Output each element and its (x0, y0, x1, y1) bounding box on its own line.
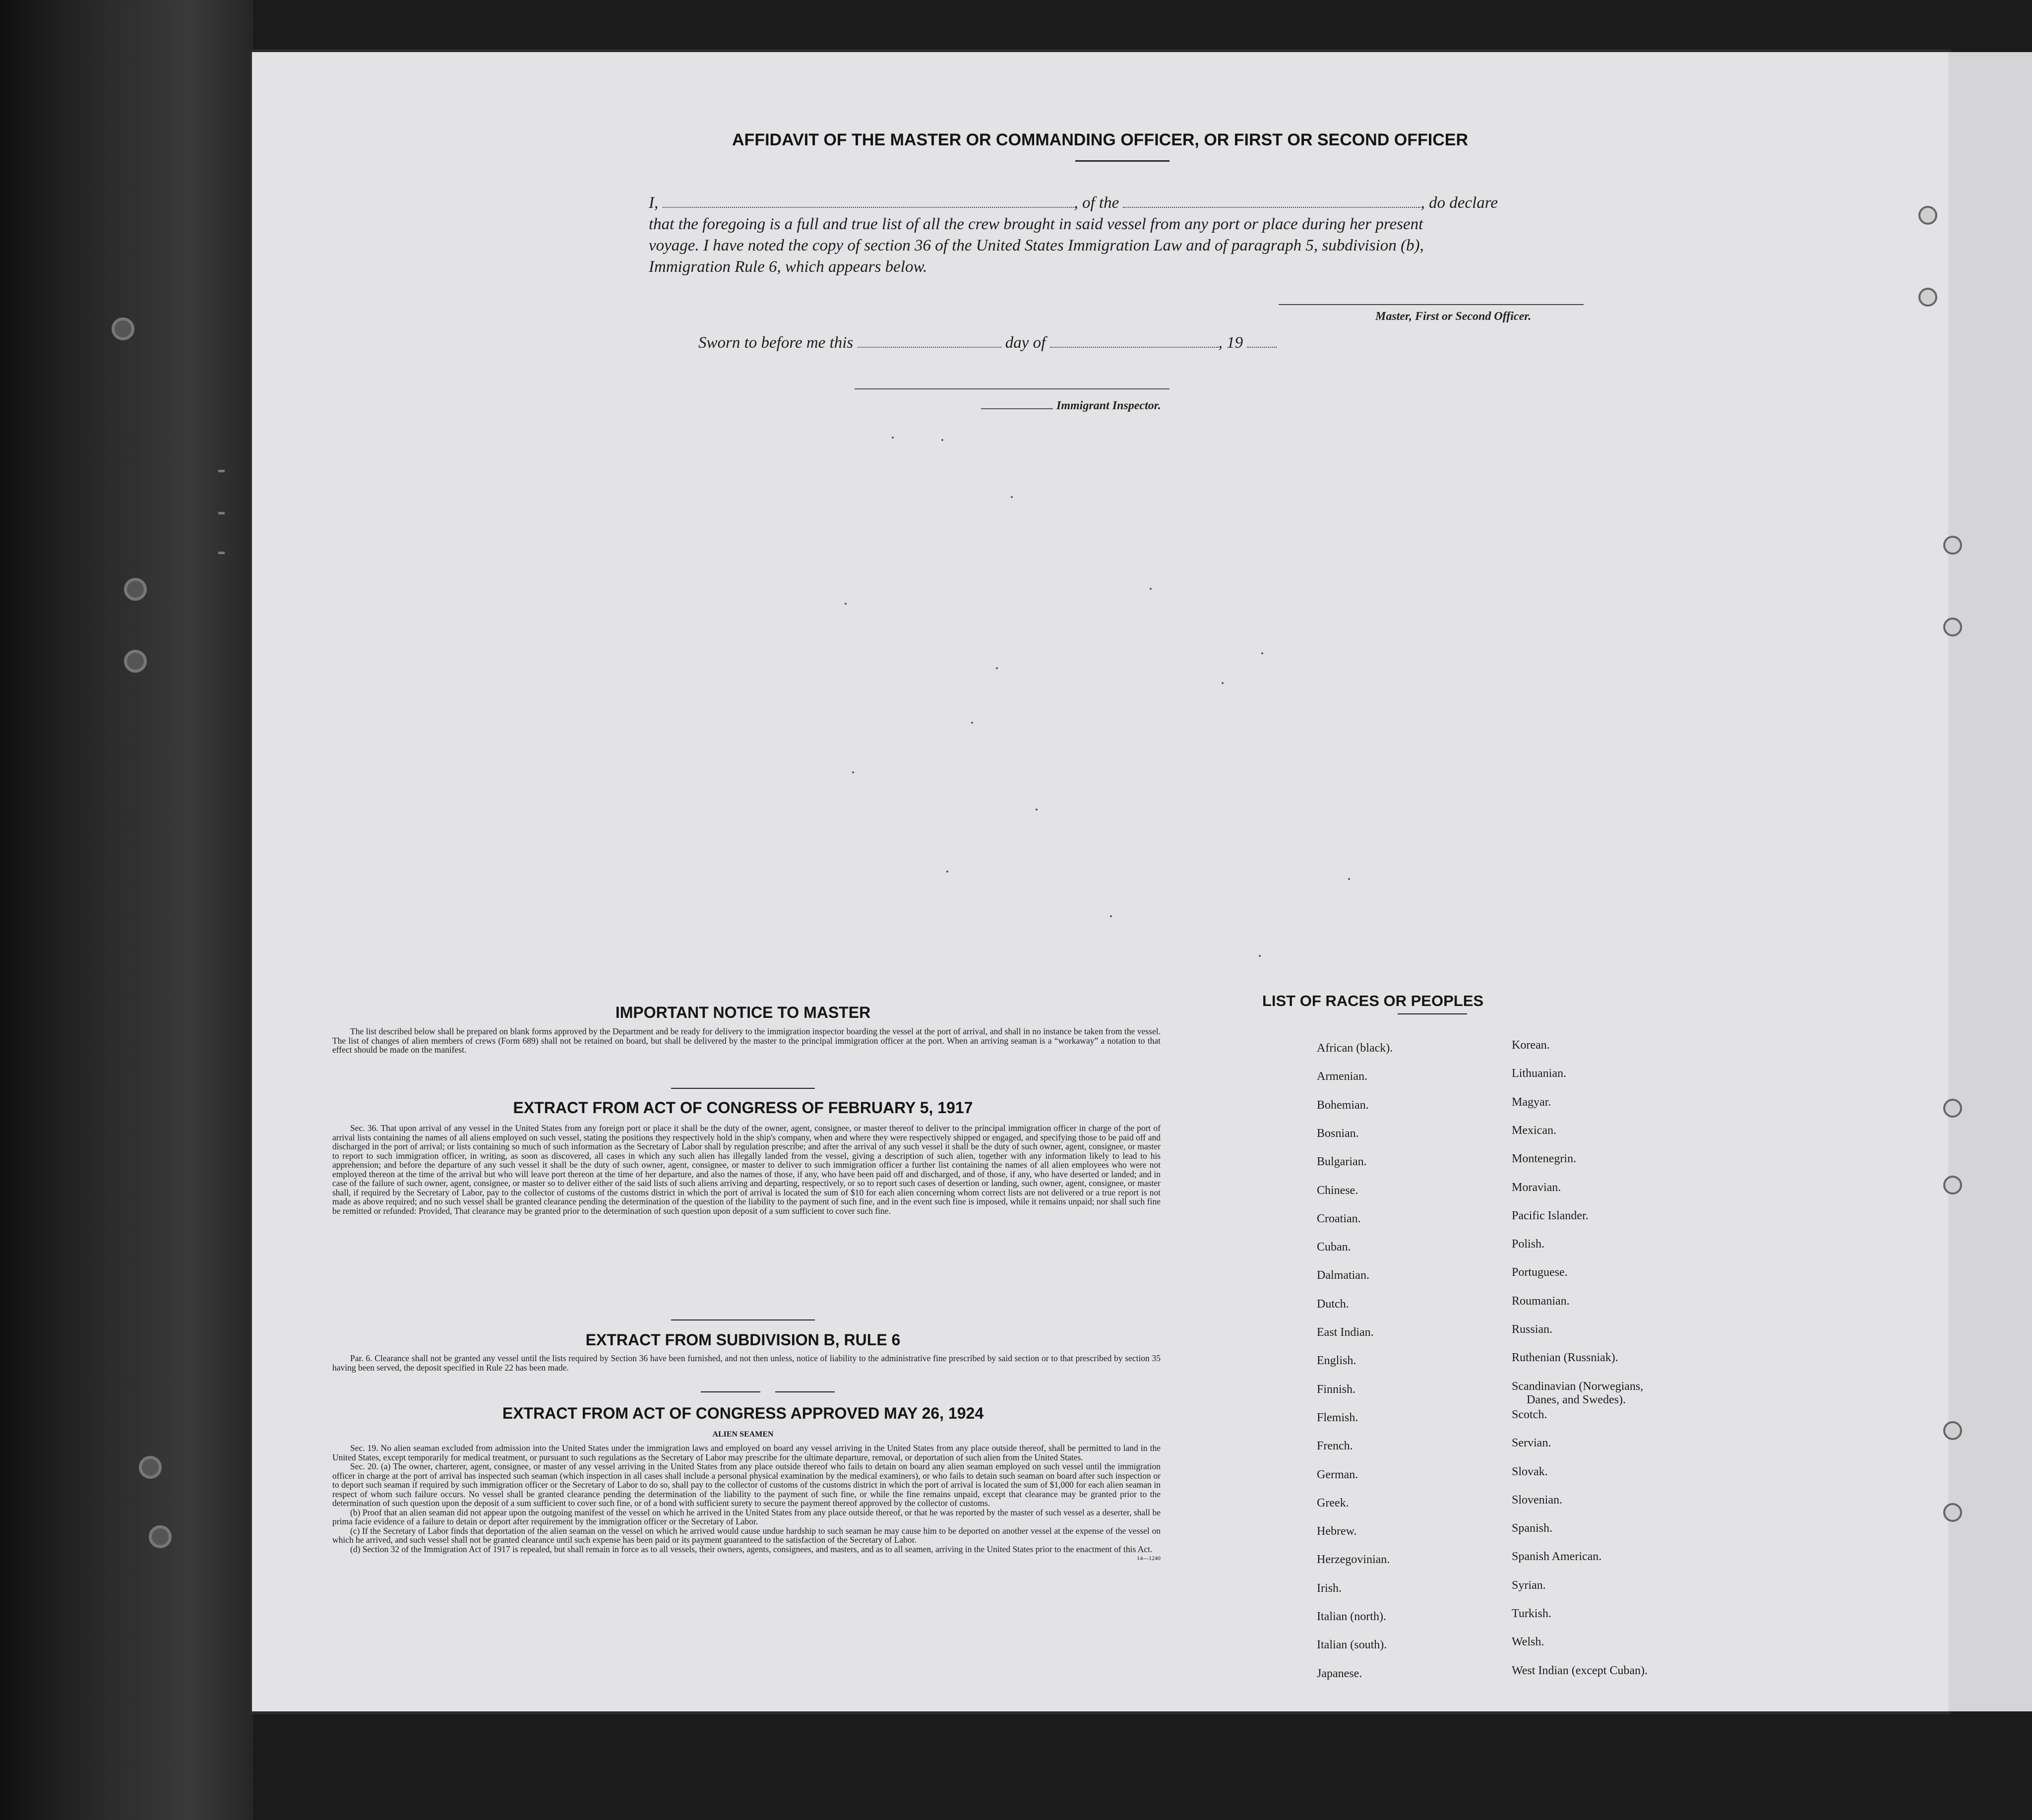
notice-title: IMPORTANT NOTICE TO MASTER (615, 1004, 871, 1021)
speck (1222, 682, 1224, 684)
race-item: Korean. (1512, 1039, 1550, 1052)
extract-1917-body (332, 1124, 1161, 1215)
inspector-signature-line[interactable] (855, 388, 1170, 389)
speck (941, 439, 943, 441)
race-item: Italian (north). (1317, 1610, 1386, 1623)
binding-ring (139, 1456, 162, 1479)
race-item: Spanish. (1512, 1522, 1553, 1535)
binding-ring (124, 650, 147, 673)
speck (971, 722, 973, 724)
race-item: Hebrew. (1317, 1525, 1357, 1538)
do-declare-text: , do declare (1420, 194, 1498, 212)
punch-hole (1943, 536, 1962, 555)
vessel-name-field[interactable] (1123, 207, 1420, 208)
extract-1924-body (332, 1443, 1161, 1563)
declaration-text: that the foregoing is a full and true list of all the crew brought in said vessel from any port or place during her present (649, 215, 1423, 233)
sworn-day-field[interactable] (858, 347, 1001, 348)
sworn-prefix: Sworn to before me this (698, 334, 854, 352)
race-item: Bosnian. (1317, 1127, 1359, 1140)
speck (1110, 915, 1112, 917)
race-item: Spanish American. (1512, 1550, 1602, 1564)
race-item: Bohemian. (1317, 1098, 1369, 1112)
sec-20c-paragraph: (c) If the Secretary of Labor finds that deportation of the alien seaman on the vessel on which he arrived would cause undue hardship to such seaman he may cause him to be deported on another vessel at the expense of the vessel on which he arrived, and such vessel shall not be granted clearance until such expense has been paid or its payment guaranteed to the satisfaction of the Secretary of Labor. (332, 1525, 1161, 1545)
race-item: Dalmatian. (1317, 1269, 1369, 1282)
speck (1348, 878, 1350, 880)
bleed-through-mark: ▬ (218, 464, 225, 476)
speck (1036, 809, 1038, 811)
race-item: Croatian. (1317, 1212, 1361, 1225)
of-the-text: , of the (1074, 194, 1119, 212)
bleed-through-mark: ▬ (218, 506, 225, 518)
race-item: Ruthenian (Russniak). (1512, 1351, 1618, 1365)
manifest-page (252, 52, 1948, 1711)
race-item: Moravian. (1512, 1181, 1561, 1194)
race-item: Servian. (1512, 1437, 1551, 1450)
declaration-line (649, 192, 1849, 214)
race-item: Flemish. (1317, 1411, 1358, 1424)
alien-seamen-subtitle: ALIEN SEAMEN (712, 1430, 774, 1439)
declarant-name-field[interactable] (663, 207, 1074, 208)
section-divider (671, 1088, 815, 1089)
speck (1011, 496, 1013, 498)
adjacent-page-edge (0, 0, 253, 1820)
races-title: LIST OF RACES OR PEOPLES (1262, 992, 1484, 1009)
races-title-rule (1398, 1013, 1467, 1014)
race-item: Scandinavian (Norwegians, (1512, 1380, 1644, 1393)
section-divider (775, 1391, 835, 1392)
sworn-year-prefix: , 19 (1218, 334, 1243, 352)
race-item: Japanese. (1317, 1667, 1362, 1680)
binding-ring (112, 317, 134, 340)
race-item: Italian (south). (1317, 1638, 1387, 1652)
declarant-prefix: I, (649, 194, 659, 212)
punch-hole (1943, 1503, 1962, 1522)
binding-ring (149, 1525, 172, 1548)
sworn-line (698, 334, 1277, 352)
bleed-through-mark: ▬ (218, 546, 225, 558)
race-item: Danes, and Swedes). (1527, 1393, 1626, 1406)
par-6-paragraph: Par. 6. Clearance shall not be granted any vessel until the lists required by Section 36 have been furnished, and not then unless, notice of liability to the administrative fine prescribed by said section or to that prescribed by section 35 having been served, the deposit specified in Rule 22 has been made. (332, 1353, 1161, 1373)
race-item: African (black). (1317, 1042, 1393, 1055)
sec-20b-paragraph: (b) Proof that an alien seaman did not appear upon the outgoing manifest of the vessel on which he arrived in the United States from any place outside thereof, or that he was reported by the master of such vessel as a deserter, shall be prima facie evidence of a failure to detain or deport after requirement by the immigration officer or the Secretary of Labor. (332, 1507, 1161, 1526)
speck (996, 667, 998, 669)
inspector-dots (981, 408, 1053, 409)
race-item: Dutch. (1317, 1297, 1349, 1311)
sec-20a-paragraph: Sec. 20. (a) The owner, charterer, agent, consignee, or master of any vessel arriving in the United States from any place outside thereof who fails to detain on board any alien seaman employed on such vessel until the immigration officer in charge at the port of arrival has inspected such seaman (which inspection in all cases shall include a personal physical examination by the medical examiners), or who fails to detain such seaman on board after such inspection or to deport such seaman if required by such immigration officer or the Secretary of Labor to do so, shall pay to the collector of customs of the customs district in which the port of arrival is located the sum of $1,000 for each alien seaman in respect of whom such failure occurs. No vessel shall be granted clearance pending the determination of the liability to the payment of such fine, or while the fine remains unpaid, except that clearance may be granted prior to the determination of such question upon the deposit of a sum sufficient to cover such fine, or of a bond with sufficient surety to secure the payment thereof approved by the collector of customs. (332, 1461, 1161, 1508)
race-item: Cuban. (1317, 1241, 1351, 1254)
speck (1261, 652, 1263, 654)
race-item: Irish. (1317, 1581, 1342, 1595)
speck (1150, 588, 1152, 590)
punch-hole (1943, 618, 1962, 636)
race-item: Syrian. (1512, 1578, 1546, 1592)
race-item: Slovak. (1512, 1465, 1548, 1478)
sworn-day-of: day of (1005, 334, 1046, 352)
sworn-year-field[interactable] (1247, 347, 1277, 348)
race-item: Chinese. (1317, 1184, 1358, 1197)
race-item: Portuguese. (1512, 1266, 1568, 1279)
affidavit-title: AFFIDAVIT OF THE MASTER OR COMMANDING OFFICER, OR FIRST OR SECOND OFFICER (732, 130, 1468, 149)
speck (892, 437, 894, 439)
race-item: Greek. (1317, 1496, 1349, 1509)
race-item: East Indian. (1317, 1326, 1374, 1339)
extract-1917-title: EXTRACT FROM ACT OF CONGRESS OF FEBRUARY 5, 1917 (513, 1099, 973, 1117)
extract-rule6-title: EXTRACT FROM SUBDIVISION B, RULE 6 (585, 1331, 901, 1349)
master-signature-line[interactable] (1279, 304, 1584, 305)
adjacent-page-strip (1948, 52, 2032, 1711)
race-item: West Indian (except Cuban). (1512, 1664, 1648, 1677)
race-item: Polish. (1512, 1238, 1545, 1251)
race-item: Slovenian. (1512, 1493, 1562, 1506)
race-item: Pacific Islander. (1512, 1209, 1589, 1222)
declaration-text: voyage. I have noted the copy of section 36 of the United States Immigration Law and of paragraph 5, subdivision (b), (649, 237, 1424, 254)
punch-hole (1918, 206, 1937, 225)
race-item: Finnish. (1317, 1382, 1356, 1396)
section-divider (671, 1319, 815, 1320)
speck (852, 771, 854, 773)
race-item: Russian. (1512, 1323, 1553, 1336)
race-item: Welsh. (1512, 1635, 1544, 1649)
punch-hole (1943, 1176, 1962, 1194)
notice-paragraph: The list described below shall be prepared on blank forms approved by the Department and be ready for delivery to the immigration inspector boarding the vessel at the port of arrival, and shall in no instance be taken from the vessel. The list of changes of alien members of crews (Form 689) shall not be retained on board, but shall be delivered by the master to the principal immigration officer at the port. When an arriving seaman is a “workaway” a notation to that effect should be made on the manifest. (332, 1026, 1161, 1055)
sec-19-paragraph: Sec. 19. No alien seaman excluded from admission into the United States under the immigration laws and employed on board any vessel arriving in the United States from any place outside thereof, shall be permitted to land in the United States, except temporarily for medical treatment, or pursuant to such regulations as the Secretary of Labor may prescribe for the ultimate departure, removal, or deportation of such alien from the United States. (332, 1443, 1161, 1462)
race-item: Roumanian. (1512, 1294, 1570, 1308)
speck (946, 871, 948, 873)
race-item: French. (1317, 1440, 1353, 1453)
speck (845, 603, 847, 605)
race-item: English. (1317, 1354, 1356, 1368)
form-number: 14—1240 (1137, 1555, 1161, 1562)
race-item: Scotch. (1512, 1408, 1547, 1421)
section-divider (701, 1391, 760, 1392)
binding-ring (124, 578, 147, 601)
race-item: Montenegrin. (1512, 1152, 1576, 1166)
affidavit-body (649, 192, 1849, 278)
speck (1259, 955, 1261, 957)
race-item: Lithuanian. (1512, 1067, 1566, 1080)
notice-body (332, 1027, 1161, 1055)
race-item: Armenian. (1317, 1070, 1367, 1083)
extract-rule6-body (332, 1354, 1161, 1372)
section-36-paragraph: Sec. 36. That upon arrival of any vessel in the United States from any foreign port or place it shall be the duty of the owner, agent, consignee, or master thereof to deliver to the principal immigration officer in charge of the port of arrival lists containing the names of all aliens employed on such vessel, stating the positions they respectively hold in the ship's company, when and where they were respectively shipped or engaged, and specifying those to be paid off and discharged in the port of arrival; or lists containing so much of such information as the Secretary of Labor shall by regulation prescribe; and after the arrival of any such vessel it shall be the duty of such owner, agent, consignee, or master to report to such immigration officer, in writing, as soon as discovered, all cases in which any such alien has illegally landed from the vessel, giving a description of such alien, together with any information likely to lead to his apprehension; and before the departure of any such vessel it shall be the duty of such owner, agent, consignee, or master to deliver to such immigration officer a further list containing the names of all alien employees who were not employed thereon at the time of the arrival but who will leave port thereon at the time of her departure, and also the names of those, if any, who have been paid off and discharged, and of those, if any, who have deserted or landed; and in case of the failure of such owner, agent, consignee, or master so to deliver either of the said lists of such aliens arriving and departing, respectively, or so to report such cases of desertion or landing, such owner, agent, consignee, or master shall, if required by the Secretary of Labor, pay to the collector of customs of the customs district in which the port of arrival is located the sum of $10 for each alien concerning whom correct lists are not delivered or a true report is not made as above required; and no such vessel shall be granted clearance pending the determination of the question of the liability to the payment of such fine, and in the event such fine is imposed, while it remains unpaid; nor shall such fine be remitted or refunded: Provided, That clearance may be granted prior to the determination of such question upon deposit of a sum sufficient to cover such fine. (332, 1123, 1161, 1216)
race-item: German. (1317, 1468, 1358, 1481)
race-item: Herzegovinian. (1317, 1553, 1390, 1567)
sworn-month-field[interactable] (1050, 347, 1219, 348)
declaration-text: Immigration Rule 6, which appears below. (649, 258, 927, 276)
race-item: Bulgarian. (1317, 1155, 1367, 1169)
punch-hole (1943, 1421, 1962, 1440)
sec-20d-paragraph (332, 1544, 1161, 1562)
sec-20d-text: (d) Section 32 of the Immigration Act of 1917 is repealed, but shall remain in force as to all vessels, their owners, agents, consignees, and masters, and as to all seamen, arriving in the United States prior to the enactment of this Act. (350, 1544, 1153, 1554)
race-item: Magyar. (1512, 1095, 1551, 1109)
extract-1924-title: EXTRACT FROM ACT OF CONGRESS APPROVED MAY 26, 1924 (502, 1404, 984, 1422)
punch-hole (1943, 1099, 1962, 1118)
punch-hole (1918, 288, 1937, 307)
inspector-signature-label: Immigrant Inspector. (1056, 399, 1161, 412)
race-item: Mexican. (1512, 1124, 1556, 1137)
master-signature-label: Master, First or Second Officer. (1375, 310, 1532, 323)
race-item: Turkish. (1512, 1607, 1551, 1620)
title-rule (1075, 160, 1170, 162)
